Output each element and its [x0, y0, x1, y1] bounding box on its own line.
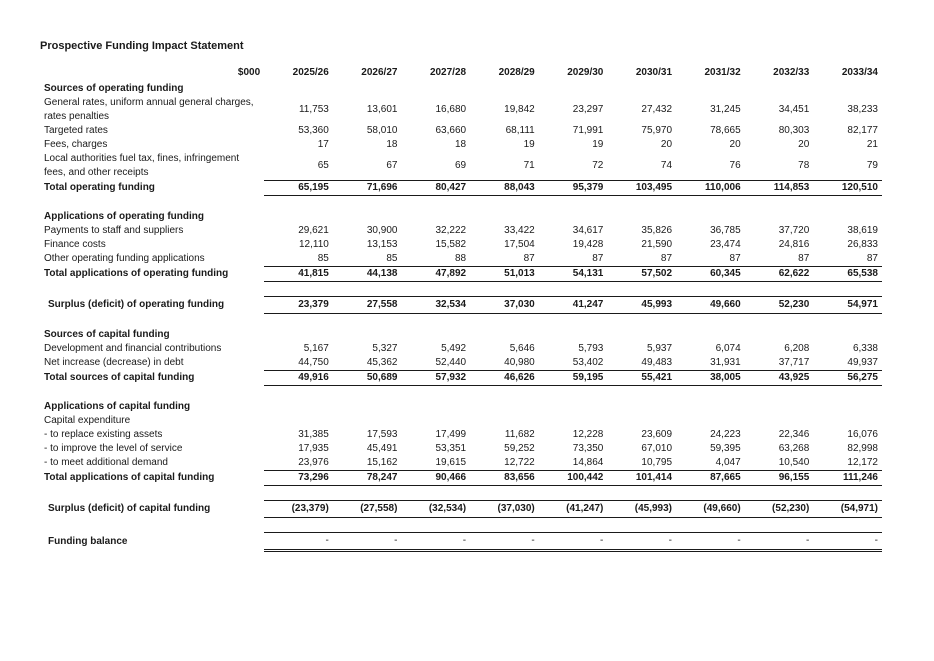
spacer — [40, 486, 882, 501]
value-cell: 23,474 — [710, 239, 741, 250]
empty-cell — [676, 328, 745, 342]
value-cell: 85 — [264, 252, 333, 267]
value-cell: 32,534 — [401, 297, 470, 314]
value-cell: 95,379 — [539, 181, 608, 196]
year-header: 2025/26 — [292, 67, 329, 78]
value-cell: 49,916 — [264, 371, 333, 386]
spacer-row — [40, 386, 882, 401]
empty-cell — [813, 400, 882, 414]
row-label: - to replace existing assets — [44, 429, 163, 440]
value-cell: 87 — [745, 252, 814, 267]
value-cell: 30,900 — [366, 225, 398, 236]
table-row — [40, 252, 882, 267]
value-cell: 23,379 — [264, 297, 333, 314]
value-cell: 16,680 — [435, 104, 467, 115]
spacer-row — [40, 314, 882, 329]
total-row — [40, 181, 882, 196]
subheading-row — [40, 414, 882, 428]
year-header: 2028/29 — [498, 67, 535, 78]
empty-cell — [333, 210, 402, 224]
value-cell: 111,246 — [813, 471, 882, 486]
value-cell: 56,275 — [813, 371, 882, 386]
total-label: Total operating funding — [44, 182, 155, 193]
value-cell: 67,010 — [641, 443, 673, 454]
page-title: Prospective Funding Impact Statement — [40, 40, 244, 52]
value-cell: 53,360 — [298, 125, 329, 136]
value-cell: 34,617 — [572, 225, 604, 236]
value-cell: 75,970 — [641, 125, 673, 136]
value-cell: 5,646 — [509, 343, 535, 354]
value-cell: 78,247 — [333, 471, 402, 486]
value-cell: 59,395 — [710, 443, 741, 454]
empty-cell — [539, 414, 608, 428]
value-cell: 53,402 — [539, 356, 608, 371]
empty-cell — [470, 328, 539, 342]
value-cell: 17,504 — [504, 239, 535, 250]
empty-cell — [401, 400, 470, 414]
value-cell: 54,971 — [813, 297, 882, 314]
empty-cell — [539, 400, 608, 414]
value-cell: 20 — [798, 139, 810, 150]
value-cell: 76 — [676, 152, 745, 181]
empty-cell — [401, 414, 470, 428]
value-cell: 82,177 — [847, 125, 878, 136]
year-header: 2033/34 — [841, 67, 878, 78]
value-cell: 5,167 — [303, 343, 329, 354]
year-header: 2030/31 — [635, 67, 673, 78]
empty-cell — [676, 400, 745, 414]
row-label: - to improve the level of service — [44, 443, 183, 454]
value-cell: 87 — [676, 252, 745, 267]
value-cell: 78 — [745, 152, 814, 181]
value-cell: (32,534) — [401, 501, 470, 518]
value-cell: 4,047 — [676, 456, 745, 471]
value-cell: 82,998 — [847, 443, 878, 454]
value-cell: 65 — [264, 152, 333, 181]
table-row — [40, 442, 882, 456]
total-row — [40, 471, 882, 486]
empty-cell — [264, 400, 333, 414]
value-cell: 65,538 — [813, 267, 882, 282]
value-cell: 40,980 — [470, 356, 539, 371]
value-cell: 26,833 — [847, 239, 878, 250]
summary-label: Surplus (deficit) of capital funding — [48, 503, 211, 514]
row-label: Other operating funding applications — [44, 253, 205, 265]
value-cell: 27,432 — [641, 104, 673, 115]
subheading-label: Capital expenditure — [44, 415, 131, 426]
empty-cell — [264, 414, 333, 428]
empty-cell — [264, 210, 333, 224]
value-cell: 52,440 — [401, 356, 470, 371]
empty-cell — [333, 414, 402, 428]
spacer-row — [40, 282, 882, 297]
value-cell: 32,222 — [435, 225, 467, 236]
total-label: Total sources of capital funding — [44, 372, 195, 383]
value-cell: 38,005 — [676, 371, 745, 386]
value-cell: 52,230 — [745, 297, 814, 314]
value-cell: 87 — [539, 252, 608, 267]
value-cell: 19,428 — [572, 239, 604, 250]
year-header: 2029/30 — [567, 67, 604, 78]
value-cell: 6,074 — [715, 343, 741, 354]
value-cell: 79 — [813, 152, 882, 181]
value-cell: 35,826 — [641, 225, 673, 236]
table-row — [40, 428, 882, 442]
empty-cell — [333, 400, 402, 414]
section-heading-row — [40, 328, 882, 342]
value-cell: 68,111 — [505, 125, 535, 136]
row-label: Payments to staff and suppliers — [44, 225, 184, 236]
value-cell: 49,937 — [813, 356, 882, 371]
spacer-row — [40, 196, 882, 211]
value-cell: 33,422 — [504, 225, 535, 236]
value-cell: 6,208 — [784, 343, 810, 354]
value-cell: 87 — [813, 252, 882, 267]
row-label: Development and financial contributions — [44, 343, 222, 354]
value-cell: 23,297 — [572, 104, 604, 115]
year-header: 2026/27 — [361, 67, 398, 78]
empty-cell — [607, 400, 676, 414]
empty-cell — [745, 400, 814, 414]
row-label: Fees, charges — [44, 139, 108, 150]
value-cell: 87,665 — [676, 471, 745, 486]
value-cell: 17,935 — [298, 443, 329, 454]
section-heading-row — [40, 82, 882, 96]
value-cell: 19 — [592, 139, 604, 150]
value-cell: - — [333, 533, 402, 551]
value-cell: 65,195 — [264, 181, 333, 196]
value-cell: 23,976 — [264, 456, 333, 471]
empty-cell — [607, 328, 676, 342]
value-cell: 17 — [317, 139, 329, 150]
value-cell: 18 — [386, 139, 398, 150]
value-cell: 72 — [539, 152, 608, 181]
value-cell: 58,010 — [366, 125, 398, 136]
empty-cell — [676, 82, 745, 96]
empty-cell — [264, 82, 333, 96]
empty-cell — [745, 210, 814, 224]
year-header: 2031/32 — [704, 67, 741, 78]
row-label: Targeted rates — [44, 125, 108, 136]
value-cell: 67 — [333, 152, 402, 181]
table-row — [40, 124, 882, 138]
value-cell: 12,110 — [298, 239, 329, 250]
value-cell: 49,660 — [676, 297, 745, 314]
value-cell: 14,864 — [539, 456, 608, 471]
value-cell: 120,510 — [813, 181, 882, 196]
value-cell: (23,379) — [264, 501, 333, 518]
value-cell: 19,842 — [504, 104, 535, 115]
value-cell: 12,722 — [470, 456, 539, 471]
value-cell: 46,626 — [470, 371, 539, 386]
value-cell: - — [607, 533, 676, 551]
table-row — [40, 456, 882, 471]
empty-cell — [333, 328, 402, 342]
value-cell: 17,593 — [366, 429, 398, 440]
empty-cell — [470, 414, 539, 428]
value-cell: 71,991 — [572, 125, 604, 136]
table-row — [40, 238, 882, 252]
value-cell: 20 — [729, 139, 741, 150]
value-cell: 45,362 — [333, 356, 402, 371]
table-row — [40, 224, 882, 238]
value-cell: 21,590 — [641, 239, 673, 250]
value-cell: 73,350 — [572, 443, 604, 454]
empty-cell — [470, 82, 539, 96]
value-cell: 103,495 — [607, 181, 676, 196]
value-cell: 37,717 — [745, 356, 814, 371]
spacer — [40, 314, 882, 329]
value-cell: 43,925 — [745, 371, 814, 386]
section-heading: Sources of capital funding — [44, 329, 170, 340]
value-cell: 54,131 — [539, 267, 608, 282]
value-cell: 88 — [401, 252, 470, 267]
value-cell: - — [470, 533, 539, 551]
value-cell: 57,932 — [401, 371, 470, 386]
total-label: Total applications of capital funding — [44, 472, 215, 483]
value-cell: 34,451 — [778, 104, 810, 115]
empty-cell — [539, 328, 608, 342]
value-cell: 31,931 — [676, 356, 745, 371]
value-cell: 41,247 — [539, 297, 608, 314]
value-cell: 38,619 — [847, 225, 878, 236]
empty-cell — [813, 328, 882, 342]
row-label: Net increase (decrease) in debt — [44, 357, 184, 369]
spacer-row — [40, 518, 882, 533]
value-cell: 11,753 — [298, 104, 329, 115]
empty-cell — [539, 210, 608, 224]
value-cell: 88,043 — [470, 181, 539, 196]
value-cell: (41,247) — [539, 501, 608, 518]
value-cell: (37,030) — [470, 501, 539, 518]
value-cell: 13,153 — [366, 239, 398, 250]
empty-cell — [539, 82, 608, 96]
value-cell: 36,785 — [710, 225, 741, 236]
spacer — [40, 386, 882, 401]
empty-cell — [607, 414, 676, 428]
value-cell: 62,622 — [745, 267, 814, 282]
value-cell: 38,233 — [847, 104, 878, 115]
value-cell: 90,466 — [401, 471, 470, 486]
value-cell: 80,427 — [401, 181, 470, 196]
value-cell: 74 — [607, 152, 676, 181]
value-cell: 21 — [866, 139, 878, 150]
section-heading: Applications of operating funding — [44, 211, 204, 222]
summary-label: Surplus (deficit) of operating funding — [48, 299, 225, 310]
value-cell: 5,937 — [646, 343, 673, 354]
empty-cell — [607, 210, 676, 224]
table-row — [40, 342, 882, 356]
value-cell: 41,815 — [264, 267, 333, 282]
value-cell: - — [401, 533, 470, 551]
value-cell: 83,656 — [470, 471, 539, 486]
value-cell: 50,689 — [333, 371, 402, 386]
value-cell: (45,993) — [607, 501, 676, 518]
value-cell: 37,030 — [470, 297, 539, 314]
value-cell: 55,421 — [607, 371, 676, 386]
value-cell: 60,345 — [676, 267, 745, 282]
value-cell: 18 — [454, 139, 467, 150]
table-row — [40, 152, 882, 181]
empty-cell — [470, 210, 539, 224]
empty-cell — [470, 400, 539, 414]
row-label: Local authorities fuel tax, fines, infringement fees, and other receipts — [44, 153, 240, 179]
summary-row — [40, 501, 882, 518]
value-cell: 53,351 — [435, 443, 467, 454]
spacer — [40, 518, 882, 533]
value-cell: - — [745, 533, 814, 551]
year-header: 2032/33 — [773, 67, 810, 78]
empty-cell — [264, 328, 333, 342]
value-cell: 63,660 — [435, 125, 467, 136]
value-cell: 12,172 — [813, 456, 882, 471]
empty-cell — [745, 82, 814, 96]
value-cell: 19,615 — [401, 456, 470, 471]
value-cell: (52,230) — [745, 501, 814, 518]
balance-row — [40, 533, 882, 551]
total-row — [40, 267, 882, 282]
value-cell: 13,601 — [366, 104, 398, 115]
empty-cell — [813, 414, 882, 428]
value-cell: 69 — [401, 152, 470, 181]
empty-cell — [676, 210, 745, 224]
value-cell: - — [539, 533, 608, 551]
value-cell: - — [264, 533, 333, 551]
value-cell: 17,499 — [435, 429, 467, 440]
value-cell: 5,793 — [578, 343, 604, 354]
table-row — [40, 96, 882, 124]
column-header-row — [40, 64, 882, 82]
funding-impact-table — [40, 64, 882, 552]
value-cell: 10,540 — [745, 456, 814, 471]
value-cell: 71 — [470, 152, 539, 181]
value-cell: 16,076 — [847, 429, 878, 440]
value-cell: - — [676, 533, 745, 551]
spacer-row — [40, 486, 882, 501]
value-cell: 96,155 — [745, 471, 814, 486]
value-cell: 44,750 — [264, 356, 333, 371]
value-cell: 47,892 — [401, 267, 470, 282]
value-cell: (49,660) — [676, 501, 745, 518]
value-cell: 59,195 — [539, 371, 608, 386]
value-cell: 45,993 — [607, 297, 676, 314]
table-body — [40, 64, 882, 551]
value-cell: 12,228 — [572, 429, 604, 440]
spacer — [40, 282, 882, 297]
year-header: 2027/28 — [429, 67, 467, 78]
value-cell: 24,816 — [778, 239, 810, 250]
value-cell: 15,162 — [333, 456, 402, 471]
empty-cell — [401, 328, 470, 342]
value-cell: 24,223 — [710, 429, 741, 440]
value-cell: 44,138 — [333, 267, 402, 282]
value-cell: 31,385 — [298, 429, 329, 440]
value-cell: 6,338 — [852, 343, 878, 354]
empty-cell — [333, 82, 402, 96]
section-heading: Sources of operating funding — [44, 83, 184, 94]
value-cell: 51,013 — [470, 267, 539, 282]
value-cell: 87 — [607, 252, 676, 267]
value-cell: 37,720 — [778, 225, 810, 236]
unit-header: $000 — [237, 67, 261, 78]
value-cell: 63,268 — [778, 443, 810, 454]
summary-row — [40, 297, 882, 314]
value-cell: 85 — [333, 252, 402, 267]
value-cell: 29,621 — [298, 225, 329, 236]
value-cell: 45,491 — [366, 443, 398, 454]
empty-cell — [607, 82, 676, 96]
value-cell: 80,303 — [778, 125, 810, 136]
empty-cell — [813, 210, 882, 224]
value-cell: 101,414 — [607, 471, 676, 486]
value-cell: 22,346 — [778, 429, 810, 440]
table-row — [40, 138, 882, 152]
value-cell: 5,327 — [372, 343, 398, 354]
value-cell: 19 — [523, 139, 535, 150]
value-cell: 31,245 — [710, 104, 741, 115]
spacer — [40, 196, 882, 211]
empty-cell — [745, 328, 814, 342]
section-heading: Applications of capital funding — [44, 401, 191, 412]
value-cell: (54,971) — [813, 501, 882, 518]
value-cell: 87 — [470, 252, 539, 267]
value-cell: 78,665 — [710, 125, 741, 136]
empty-cell — [401, 82, 470, 96]
value-cell: 71,696 — [333, 181, 402, 196]
row-label: Finance costs — [44, 239, 106, 250]
value-cell: 23,609 — [641, 429, 673, 440]
value-cell: 114,853 — [745, 181, 814, 196]
value-cell: 57,502 — [607, 267, 676, 282]
row-label: - to meet additional demand — [44, 457, 168, 469]
total-label: Total applications of operating funding — [44, 268, 229, 279]
value-cell: 10,795 — [607, 456, 676, 471]
value-cell: (27,558) — [333, 501, 402, 518]
section-heading-row — [40, 210, 882, 224]
row-label: General rates, uniform annual general charges, rates penalties — [44, 97, 254, 122]
table-row — [40, 356, 882, 371]
value-cell: 49,483 — [607, 356, 676, 371]
value-cell: 20 — [660, 139, 673, 150]
empty-cell — [745, 414, 814, 428]
value-cell: 27,558 — [333, 297, 402, 314]
value-cell: 5,492 — [441, 343, 467, 354]
value-cell: - — [813, 533, 882, 551]
value-cell: 73,296 — [264, 471, 333, 486]
total-row — [40, 371, 882, 386]
empty-cell — [813, 82, 882, 96]
value-cell: 59,252 — [504, 443, 535, 454]
value-cell: 110,006 — [676, 181, 745, 196]
section-heading-row — [40, 400, 882, 414]
empty-cell — [401, 210, 470, 224]
value-cell: 100,442 — [539, 471, 608, 486]
value-cell: 11,682 — [504, 429, 535, 440]
value-cell: 15,582 — [435, 239, 467, 250]
empty-cell — [676, 414, 745, 428]
summary-label: Funding balance — [48, 535, 128, 547]
